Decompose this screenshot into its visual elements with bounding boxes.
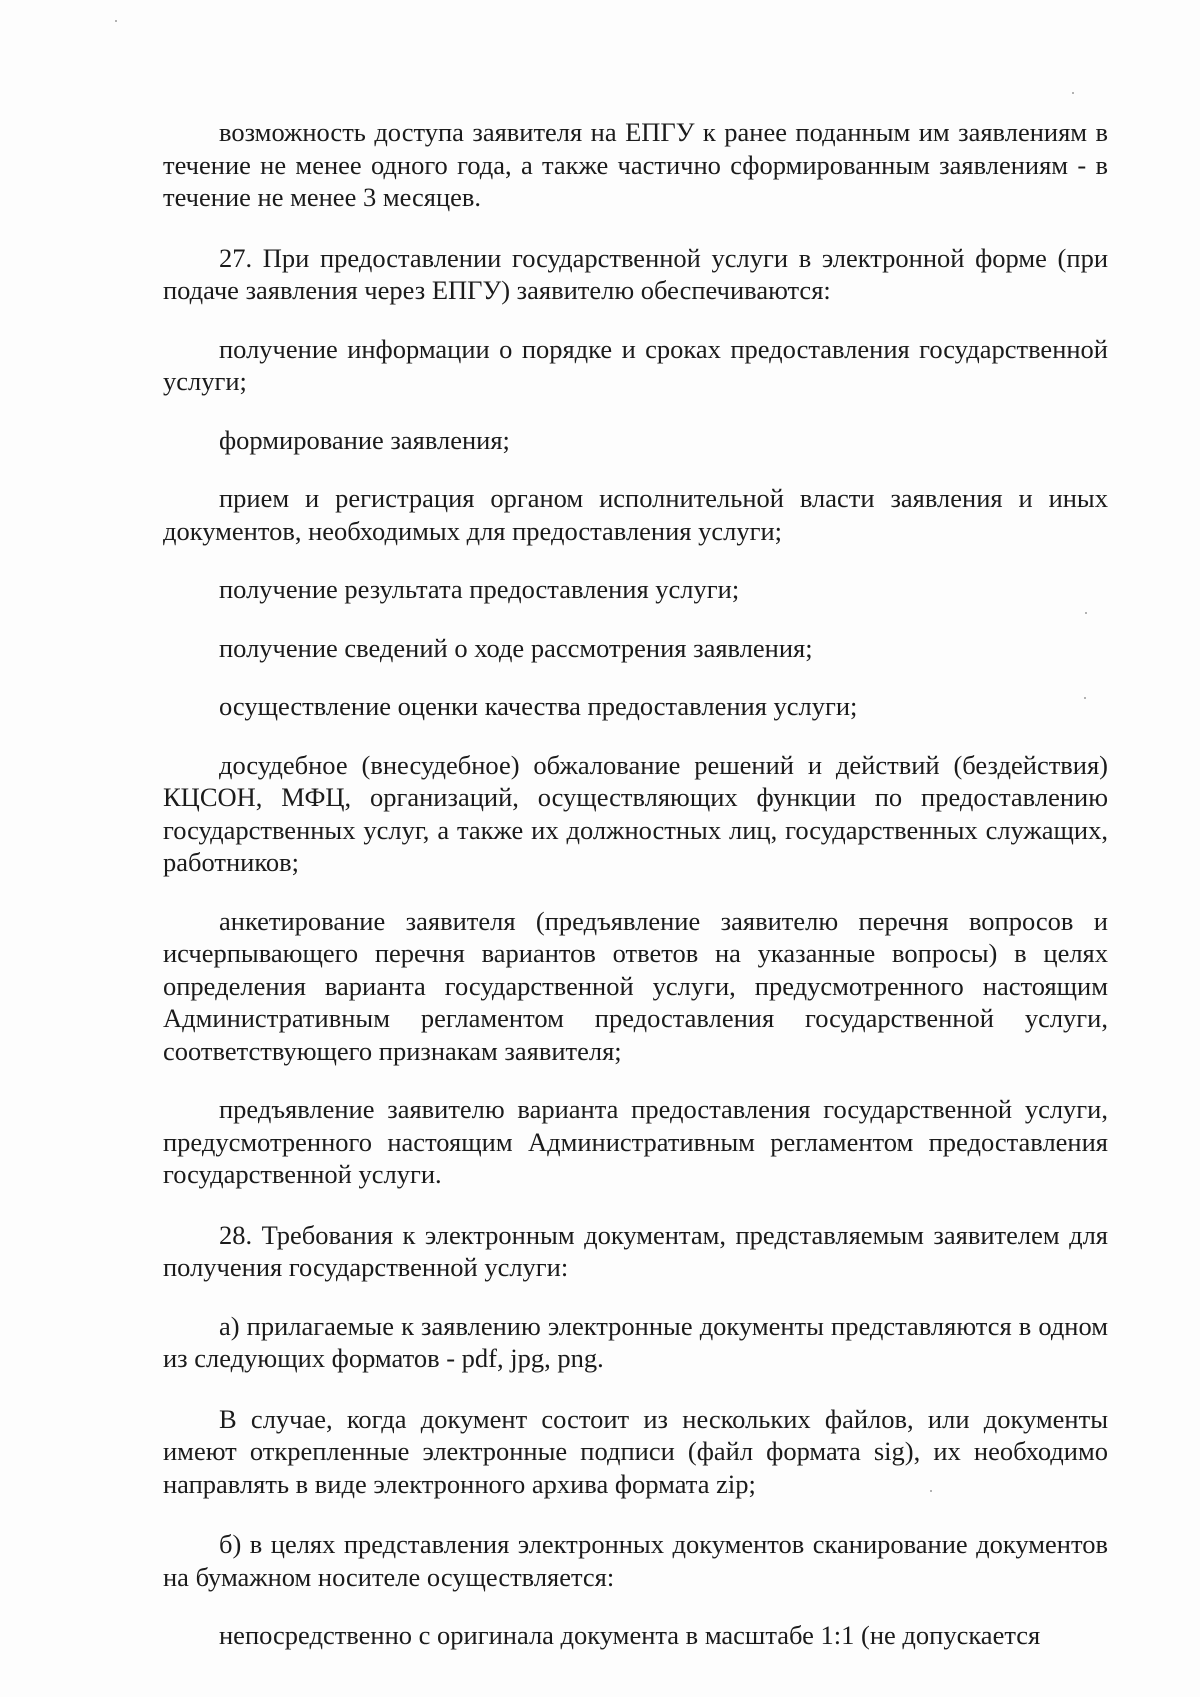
list-item-result: получение результата предоставления услуги; <box>219 574 740 604</box>
scan-speck <box>1085 612 1087 614</box>
scan-speck <box>930 1490 932 1492</box>
paragraph-epgu-access: возможность доступа заявителя на ЕПГУ к ранее поданным им заявлениям в течение не менее одного года, а также частично сформированным заявлениям - в течение не менее 3 месяцев. <box>163 117 1108 212</box>
list-item-status: получение сведений о ходе рассмотрения заявления; <box>219 632 813 663</box>
list-item-form-application: формирование заявления; <box>219 424 510 455</box>
subitem-b: б) в целях представления электронных документов сканирование документов на бумажном носителе осуществляется: <box>163 1529 1108 1592</box>
document-body <box>163 116 1108 1652</box>
list-item-quality-rating: осуществление оценки качества предоставления услуги; <box>219 691 858 721</box>
list-item-info: получение информации о порядке и сроках предоставления государственной услуги; <box>163 333 1108 396</box>
list-item-questionnaire: анкетирование заявителя (предъявление заявителю перечня вопросов и исчерпывающего перечня вариантов ответов на указанные вопросы) в целях определения варианта государственной услуги, предусмотренного настоящим Административным регламентом предоставления государственной услуги, соответствующего признакам заявителя; <box>163 905 1108 1066</box>
list-item-variant: предъявление заявителю варианта предоставления государственной услуги, предусмотренного настоящим Административным регламентом предоставления государственной услуги. <box>163 1094 1108 1189</box>
subitem-a: а) прилагаемые к заявлению электронные документы представляются в одном из следующих форматов - pdf, jpg, png. <box>163 1310 1108 1373</box>
scan-speck <box>1072 92 1074 94</box>
scan-speck <box>1084 697 1086 699</box>
paragraph-scan-original: непосредственно с оригинала документа в масштабе 1:1 (не допускается <box>219 1620 1041 1650</box>
list-item-registration: прием и регистрация органом исполнительной власти заявления и иных документов, необходимых для предоставления услуги; <box>163 483 1108 546</box>
paragraph-multiple-files: В случае, когда документ состоит из нескольких файлов, или документы имеют открепленные электронные подписи (файл формата sig), их необходимо направлять в виде электронного архива формата zip; <box>163 1403 1108 1499</box>
scan-speck <box>115 20 117 22</box>
paragraph-28: 28. Требования к электронным документам, представляемым заявителем для получения государственной услуги: <box>163 1219 1108 1282</box>
paragraph-27: 27. При предоставлении государственной услуги в электронной форме (при подаче заявления через ЕПГУ) заявителю обеспечиваются: <box>163 242 1108 305</box>
list-item-appeal: досудебное (внесудебное) обжалование решений и действий (бездействия) КЦСОН, МФЦ, организаций, осуществляющих функции по предоставлению государственных услуг, а также их должностных лиц, государственных служащих, работников; <box>163 749 1108 877</box>
